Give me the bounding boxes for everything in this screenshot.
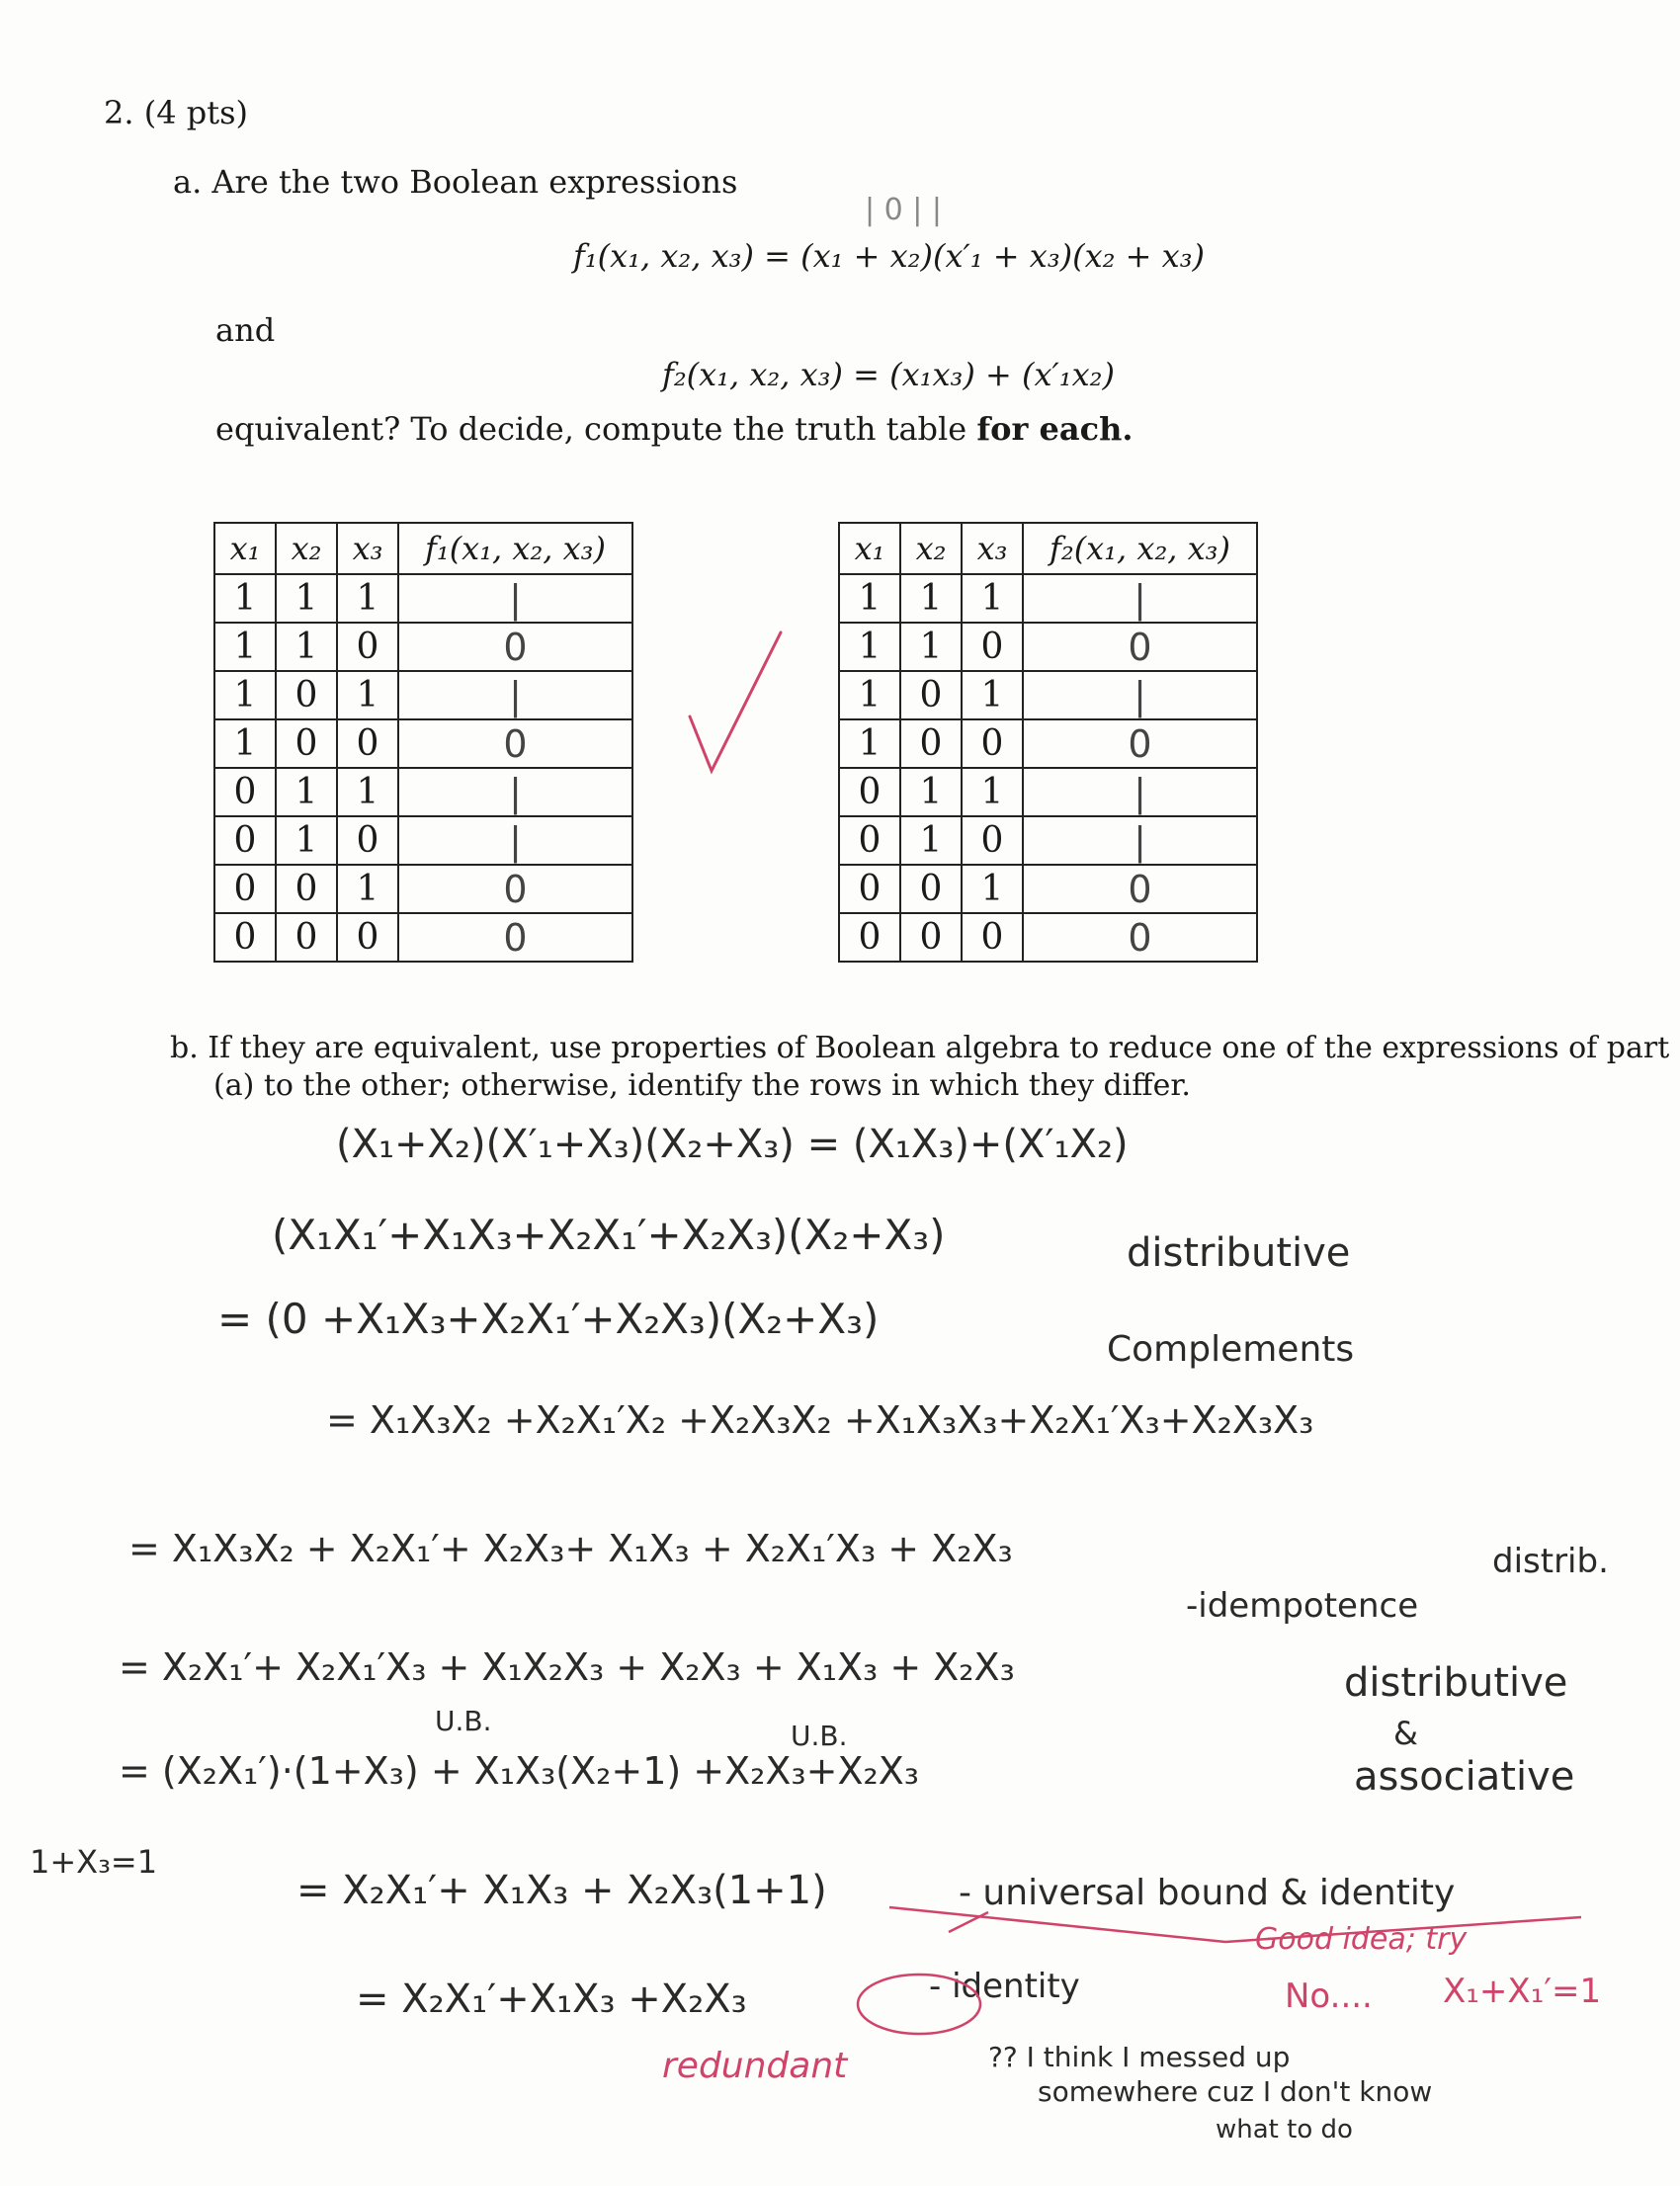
grader-redundant: redundant [662,2046,848,2086]
table-cell-output: | [398,574,632,623]
ub-label-2: U.B. [791,1720,848,1752]
expression-f2: f₂(x₁, x₂, x₃) = (x₁x₃) + (x′₁x₂) [662,356,1115,393]
table-cell-input: 1 [337,574,398,623]
table-cell-output: 0 [398,865,632,913]
table-cell-output: 0 [1023,719,1257,768]
table-cell-input: 1 [337,768,398,816]
column-header-x2: x₂ [276,523,337,574]
table-cell-input: 1 [962,768,1023,816]
table-cell-input: 1 [214,671,276,719]
table-cell-output: 0 [398,719,632,768]
confusion-note-3: what to do [1216,2115,1353,2144]
table-cell-input: 1 [900,816,962,865]
ub-label-1: U.B. [435,1705,492,1737]
work-line-5: = X₂X₁′+ X₂X₁′X₃ + X₁X₂X₃ + X₂X₃ + X₁X₃ + X₂X₃ [119,1645,1015,1689]
work-line-6-note-amp: & [1393,1715,1418,1752]
table-cell-input: 0 [962,816,1023,865]
grader-underline [889,1907,1581,1942]
table-cell-input: 1 [900,574,962,623]
column-header-x1: x₁ [214,523,276,574]
table-cell-input: 0 [276,913,337,962]
work-line-6: = (X₂X₁′)·(1+X₃) + X₁X₃(X₂+1) +X₂X₃+X₂X₃ [119,1749,920,1793]
table-cell-input: 0 [962,913,1023,962]
table-cell-input: 1 [962,671,1023,719]
work-line-3: = X₁X₃X₂ +X₂X₁′X₂ +X₂X₃X₂ +X₁X₃X₃+X₂X₁′X₃+X₂X₃X₃ [326,1398,1314,1442]
question-header: 2. (4 pts) [104,94,248,131]
table-cell-output: 0 [398,913,632,962]
table-cell-input: 0 [900,719,962,768]
table-cell-input: 0 [276,719,337,768]
work-line-5-note: distributive [1344,1660,1568,1706]
table-cell-input: 1 [214,623,276,671]
table-cell-input: 0 [276,671,337,719]
table-cell-output: 0 [1023,865,1257,913]
table-cell-output: | [1023,671,1257,719]
grader-good-idea: Good idea; try [1255,1922,1468,1957]
table-cell-output: | [1023,768,1257,816]
column-header-x3: x₃ [962,523,1023,574]
work-line-8: = X₂X₁′+X₁X₃ +X₂X₃ [356,1976,747,2022]
table-cell-input: 0 [214,913,276,962]
grader-no: No.... [1285,1976,1373,2016]
part-a-intro: a. Are the two Boolean expressions [173,163,738,201]
table-cell-input: 1 [962,574,1023,623]
table-cell-input: 0 [337,719,398,768]
table-cell-input: 0 [214,816,276,865]
table-cell-input: 1 [962,865,1023,913]
work-line-0: (X₁+X₂)(X′₁+X₃)(X₂+X₃) = (X₁X₃)+(X′₁X₂) [336,1122,1129,1167]
table-cell-output: | [398,671,632,719]
column-header-function: f₁(x₁, x₂, x₃) [398,523,632,574]
table-cell-input: 0 [962,623,1023,671]
table-cell-input: 0 [900,913,962,962]
work-line-8-note: - identity [929,1967,1080,2006]
table-cell-input: 0 [900,865,962,913]
work-line-2-note: Complements [1107,1329,1355,1370]
table-cell-input: 1 [276,816,337,865]
work-line-7-note: - universal bound & identity [959,1873,1456,1913]
table-cell-output: 0 [398,623,632,671]
column-header-x1: x₁ [839,523,900,574]
table-cell-input: 1 [839,574,900,623]
column-header-function: f₂(x₁, x₂, x₃) [1023,523,1257,574]
table-cell-input: 1 [839,671,900,719]
work-line-1-note: distributive [1127,1230,1351,1276]
grader-identity-hint: X₁+X₁′=1 [1443,1972,1602,2011]
table-cell-input: 1 [214,719,276,768]
table-cell-input: 0 [900,671,962,719]
table-cell-input: 1 [276,574,337,623]
table-cell-output: 0 [1023,913,1257,962]
expression-f1: f₁(x₁, x₂, x₃) = (x₁ + x₂)(x′₁ + x₃)(x₂ + x₃) [573,237,1205,275]
table-cell-input: 0 [337,623,398,671]
equivalence-prompt-bold: for each. [976,410,1134,448]
confusion-note-1: ?? I think I messed up [988,2041,1291,2073]
work-line-3-note: distrib. [1492,1542,1609,1581]
table-cell-output: 0 [1023,623,1257,671]
table-cell-input: 0 [214,865,276,913]
work-line-7: = X₂X₁′+ X₁X₃ + X₂X₃(1+1) [296,1868,827,1913]
table-cell-input: 0 [839,768,900,816]
part-b-line-1: b. If they are equivalent, use properties of Boolean algebra to reduce one of the expressions of part [170,1031,1670,1065]
table-cell-input: 1 [276,623,337,671]
table-cell-input: 0 [337,913,398,962]
table-cell-input: 0 [962,719,1023,768]
table-cell-input: 0 [276,865,337,913]
table-cell-input: 0 [337,816,398,865]
work-line-6-note: associative [1354,1754,1575,1800]
table-cell-input: 1 [900,768,962,816]
table-cell-input: 1 [337,671,398,719]
equivalence-prompt-text: equivalent? To decide, compute the truth table [215,410,977,448]
work-line-2: = (0 +X₁X₃+X₂X₁′+X₂X₃)(X₂+X₃) [217,1295,880,1343]
column-header-x2: x₂ [900,523,962,574]
work-line-4-note: -idempotence [1186,1586,1419,1626]
marks-above-expression: | 0 | | [865,193,943,227]
margin-note: 1+X₃=1 [30,1843,158,1881]
redundant-circle [858,1975,980,2034]
table-cell-input: 1 [839,719,900,768]
column-header-x3: x₃ [337,523,398,574]
work-line-4: = X₁X₃X₂ + X₂X₁′+ X₂X₃+ X₁X₃ + X₂X₁′X₃ + X₂X₃ [128,1527,1013,1570]
table-cell-output: | [1023,816,1257,865]
table-cell-input: 1 [214,574,276,623]
work-line-1: (X₁X₁′+X₁X₃+X₂X₁′+X₂X₃)(X₂+X₃) [272,1211,946,1259]
table-cell-input: 1 [337,865,398,913]
part-b-line-2: (a) to the other; otherwise, identify the rows in which they differ. [213,1068,1191,1103]
table-cell-input: 0 [839,865,900,913]
table-cell-output: | [398,768,632,816]
table-cell-output: | [398,816,632,865]
table-cell-input: 1 [900,623,962,671]
confusion-note-2: somewhere cuz I don't know [1038,2075,1433,2108]
table-cell-input: 1 [276,768,337,816]
and-word: and [215,311,276,349]
table-cell-input: 0 [839,913,900,962]
table-cell-output: | [1023,574,1257,623]
table-cell-input: 1 [839,623,900,671]
table-cell-input: 0 [214,768,276,816]
table-cell-input: 0 [839,816,900,865]
